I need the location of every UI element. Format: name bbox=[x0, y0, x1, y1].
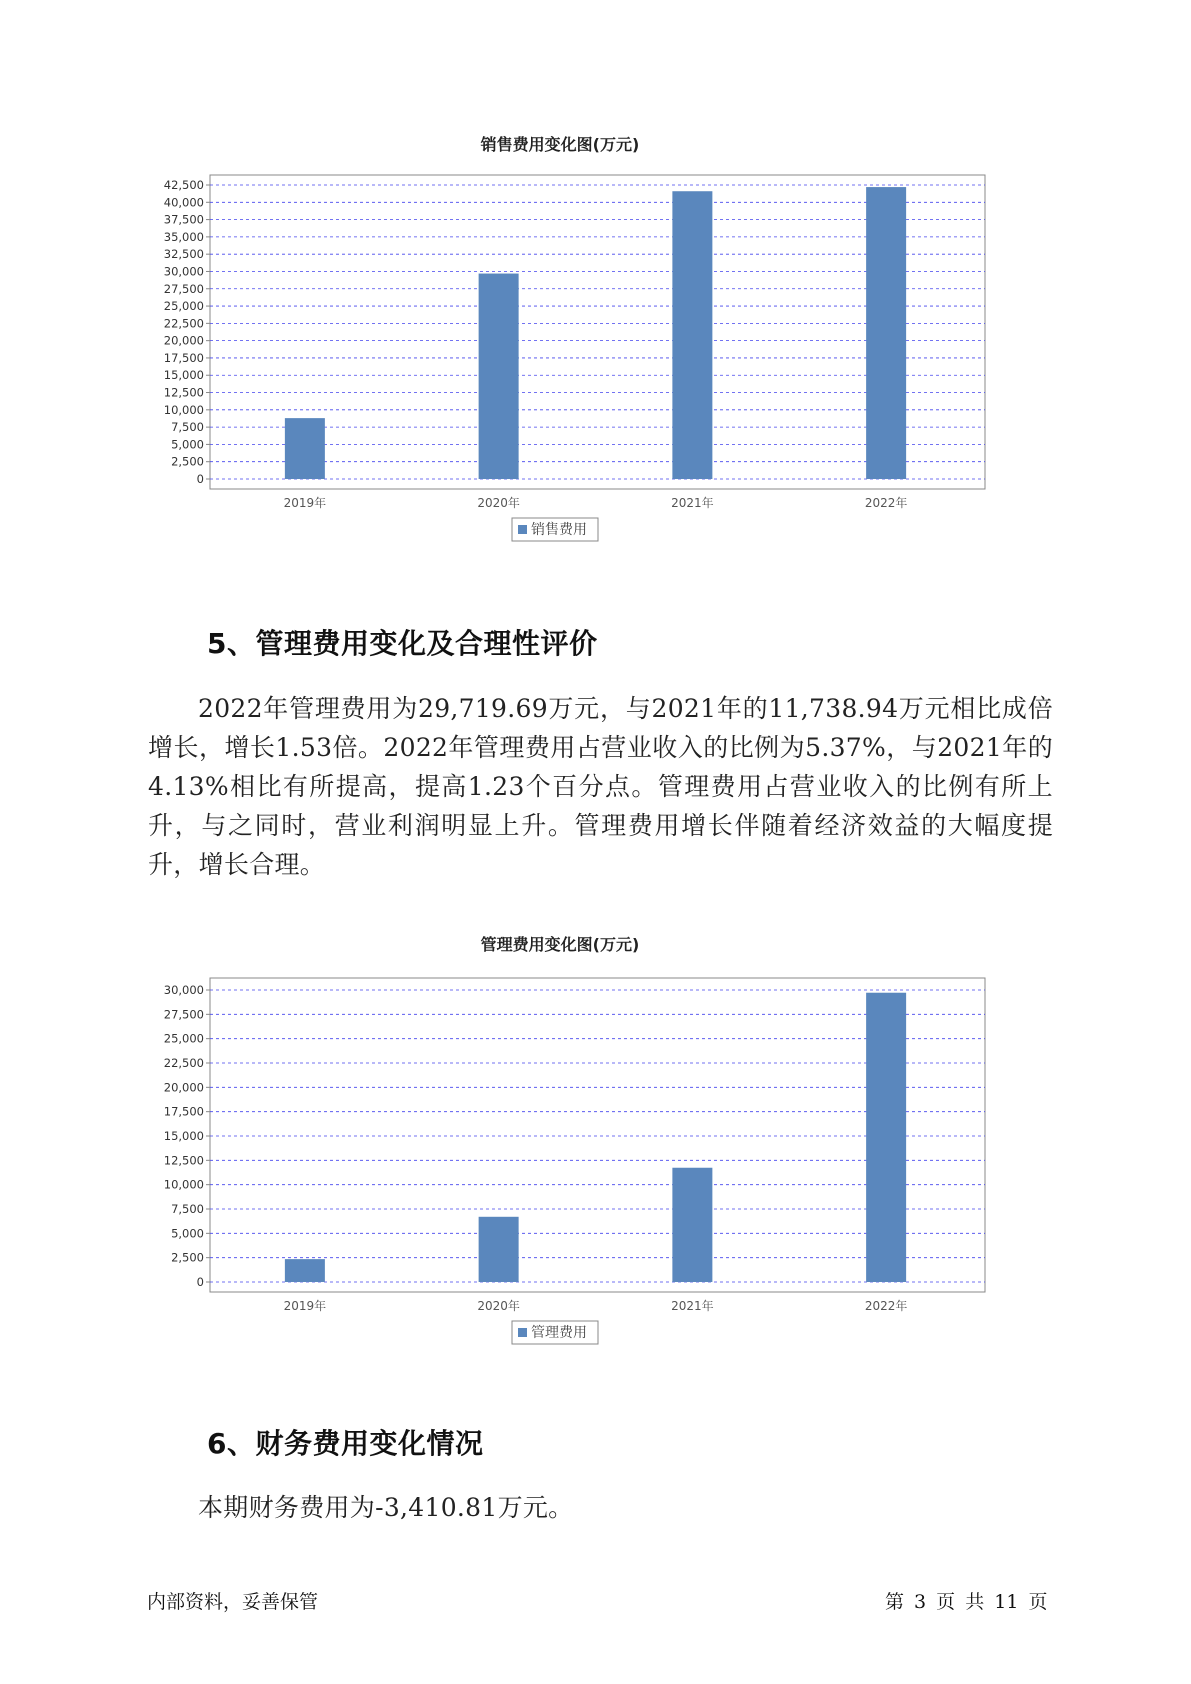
y-tick-label: 22,500 bbox=[163, 1056, 204, 1070]
footer-confidential-note: 内部资料，妥善保管 bbox=[147, 1591, 319, 1613]
bar bbox=[672, 191, 712, 479]
x-tick-label: 2019年 bbox=[283, 1299, 327, 1313]
bar bbox=[479, 1217, 519, 1282]
admin-expense-chart bbox=[150, 930, 1030, 1350]
legend bbox=[512, 1321, 598, 1344]
x-axis-ticks bbox=[284, 495, 908, 510]
y-tick-label: 7,500 bbox=[171, 1202, 204, 1216]
y-tick-label: 27,500 bbox=[163, 1007, 204, 1022]
y-tick-label: 35,000 bbox=[163, 229, 204, 244]
y-tick-label: 10,000 bbox=[163, 402, 204, 417]
x-tick-label: 2022年 bbox=[864, 1299, 908, 1313]
x-tick-label: 2020年 bbox=[477, 1299, 520, 1313]
y-tick-label: 7,500 bbox=[171, 420, 204, 435]
y-tick-label: 10,000 bbox=[163, 1177, 204, 1192]
x-tick-label: 2019年 bbox=[283, 496, 327, 510]
bar bbox=[866, 187, 906, 479]
admin-expense-chart-svg bbox=[150, 930, 1030, 1350]
sales-expense-chart-svg bbox=[150, 130, 1030, 550]
y-axis-ticks bbox=[164, 178, 210, 486]
y-tick-label: 37,500 bbox=[163, 212, 204, 227]
legend-label: 销售费用 bbox=[531, 522, 587, 538]
chart-title: 管理费用变化图(万元) bbox=[480, 935, 640, 954]
x-tick-label: 2020年 bbox=[477, 496, 520, 510]
y-tick-label: 0 bbox=[196, 472, 204, 486]
footer-page-number: 第 3 页 共 11 页 bbox=[885, 1591, 1048, 1613]
y-tick-label: 5,000 bbox=[171, 1226, 204, 1241]
y-axis-ticks bbox=[164, 983, 210, 1289]
paragraph-admin-expense: 2022年管理费用为29,719.69万元，与2021年的11,738.94万元相比成倍增长，增长1.53倍。2022年管理费用占营业收入的比例为5.37%，与2021年的4.13%相比有所提高，提高1.23个百分点。管理费用占营业收入的比例有所上升，与之同时，营业利润明显上升。管理费用增长伴随着经济效益的大幅度提升，增长合理。 bbox=[148, 694, 1053, 879]
y-tick-label: 2,500 bbox=[171, 1250, 204, 1265]
section-heading-finance-expense: 6、财务费用变化情况 bbox=[207, 1427, 484, 1460]
chart-title: 销售费用变化图(万元) bbox=[480, 135, 640, 154]
y-tick-label: 5,000 bbox=[171, 437, 204, 452]
legend bbox=[512, 518, 598, 541]
y-tick-label: 42,500 bbox=[163, 178, 204, 192]
x-tick-label: 2021年 bbox=[671, 1299, 714, 1313]
y-tick-label: 25,000 bbox=[163, 1031, 204, 1046]
paragraph-finance-expense: 本期财务费用为-3,410.81万元。 bbox=[198, 1493, 574, 1522]
bar bbox=[285, 1259, 325, 1282]
sales-expense-chart bbox=[150, 130, 1030, 550]
y-tick-label: 30,000 bbox=[163, 264, 204, 279]
y-tick-label: 30,000 bbox=[163, 983, 204, 997]
y-tick-label: 25,000 bbox=[163, 299, 204, 314]
y-tick-label: 40,000 bbox=[163, 195, 204, 210]
x-axis-ticks bbox=[284, 1298, 908, 1313]
bar bbox=[479, 274, 519, 479]
bar bbox=[866, 993, 906, 1282]
section-heading-admin-expense: 5、管理费用变化及合理性评价 bbox=[207, 627, 598, 660]
y-tick-label: 20,000 bbox=[163, 333, 204, 348]
y-tick-label: 32,500 bbox=[163, 247, 204, 262]
x-tick-label: 2022年 bbox=[864, 496, 908, 510]
y-tick-label: 27,500 bbox=[163, 281, 204, 296]
y-tick-label: 17,500 bbox=[163, 1104, 204, 1119]
y-tick-label: 22,500 bbox=[163, 316, 204, 331]
y-tick-label: 20,000 bbox=[163, 1080, 204, 1095]
y-tick-label: 12,500 bbox=[163, 385, 204, 400]
y-tick-label: 15,000 bbox=[163, 368, 204, 383]
y-tick-label: 12,500 bbox=[163, 1153, 204, 1168]
y-tick-label: 15,000 bbox=[163, 1129, 204, 1143]
legend-swatch bbox=[518, 525, 527, 534]
y-tick-label: 17,500 bbox=[163, 350, 204, 365]
legend-label: 管理费用 bbox=[531, 1325, 587, 1341]
bar bbox=[285, 418, 325, 479]
legend-swatch bbox=[518, 1328, 527, 1337]
x-tick-label: 2021年 bbox=[671, 496, 714, 510]
bar bbox=[672, 1168, 712, 1282]
y-tick-label: 2,500 bbox=[171, 454, 204, 469]
y-tick-label: 0 bbox=[196, 1275, 204, 1289]
